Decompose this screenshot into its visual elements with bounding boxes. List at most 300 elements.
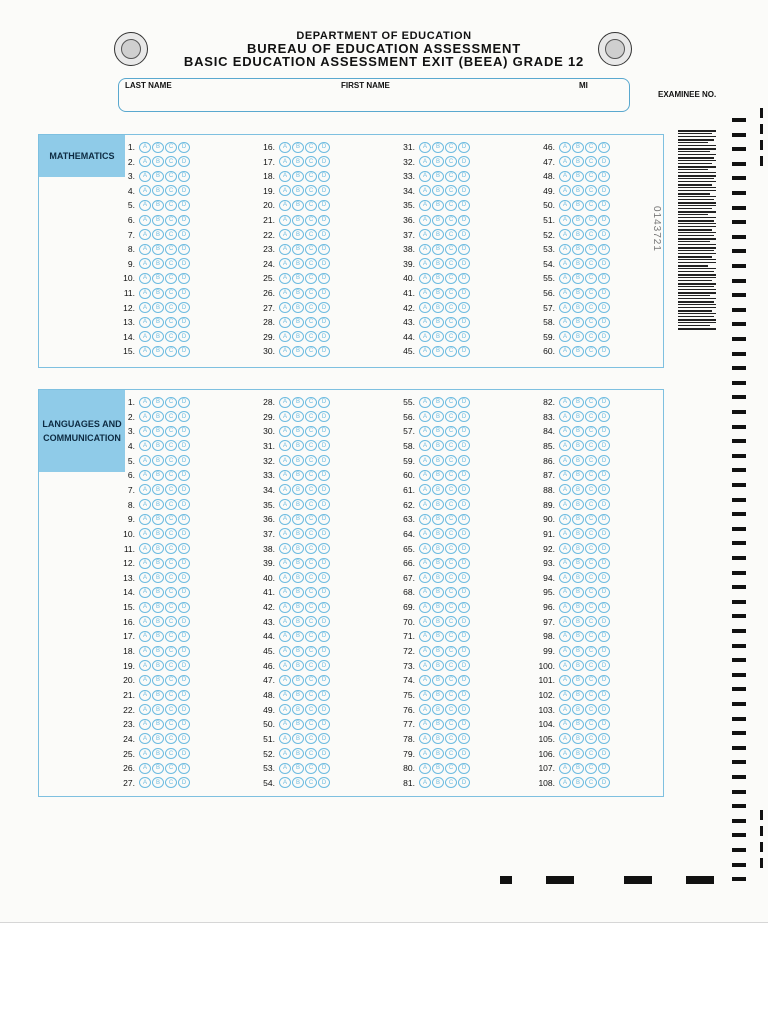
answer-bubble-a[interactable]: A — [279, 572, 291, 583]
answer-bubble-b[interactable]: B — [152, 777, 164, 788]
answer-bubble-a[interactable]: A — [279, 346, 291, 357]
answer-bubble-c[interactable]: C — [165, 397, 177, 408]
answer-bubble-d[interactable]: D — [178, 499, 190, 510]
answer-bubble-a[interactable]: A — [139, 660, 151, 671]
answer-bubble-c[interactable]: C — [585, 558, 597, 569]
answer-bubble-a[interactable]: A — [139, 171, 151, 182]
answer-bubble-b[interactable]: B — [432, 142, 444, 153]
answer-bubble-a[interactable]: A — [419, 229, 431, 240]
answer-bubble-a[interactable]: A — [279, 470, 291, 481]
answer-bubble-a[interactable]: A — [139, 302, 151, 313]
answer-bubble-c[interactable]: C — [165, 646, 177, 657]
answer-bubble-b[interactable]: B — [152, 346, 164, 357]
answer-bubble-d[interactable]: D — [598, 616, 610, 627]
answer-bubble-c[interactable]: C — [165, 631, 177, 642]
answer-bubble-d[interactable]: D — [178, 317, 190, 328]
name-field-box[interactable] — [118, 78, 630, 112]
answer-bubble-d[interactable]: D — [318, 572, 330, 583]
answer-bubble-a[interactable]: A — [419, 171, 431, 182]
answer-bubble-d[interactable]: D — [458, 244, 470, 255]
answer-bubble-c[interactable]: C — [305, 411, 317, 422]
answer-bubble-b[interactable]: B — [432, 616, 444, 627]
answer-bubble-b[interactable]: B — [152, 528, 164, 539]
answer-bubble-d[interactable]: D — [178, 572, 190, 583]
answer-bubble-b[interactable]: B — [432, 244, 444, 255]
answer-bubble-b[interactable]: B — [572, 302, 584, 313]
answer-bubble-c[interactable]: C — [305, 346, 317, 357]
answer-bubble-d[interactable]: D — [598, 331, 610, 342]
answer-bubble-d[interactable]: D — [178, 215, 190, 226]
answer-bubble-b[interactable]: B — [432, 587, 444, 598]
answer-bubble-c[interactable]: C — [445, 426, 457, 437]
answer-bubble-d[interactable]: D — [318, 558, 330, 569]
answer-bubble-b[interactable]: B — [432, 411, 444, 422]
answer-bubble-a[interactable]: A — [559, 411, 571, 422]
answer-bubble-c[interactable]: C — [445, 602, 457, 613]
answer-bubble-c[interactable]: C — [165, 660, 177, 671]
answer-bubble-c[interactable]: C — [305, 200, 317, 211]
answer-bubble-b[interactable]: B — [572, 411, 584, 422]
answer-bubble-c[interactable]: C — [585, 733, 597, 744]
answer-bubble-a[interactable]: A — [559, 273, 571, 284]
answer-bubble-c[interactable]: C — [585, 185, 597, 196]
answer-bubble-c[interactable]: C — [165, 587, 177, 598]
answer-bubble-d[interactable]: D — [458, 602, 470, 613]
answer-bubble-a[interactable]: A — [559, 484, 571, 495]
answer-bubble-b[interactable]: B — [432, 484, 444, 495]
answer-bubble-b[interactable]: B — [152, 543, 164, 554]
answer-bubble-c[interactable]: C — [445, 346, 457, 357]
answer-bubble-d[interactable]: D — [318, 646, 330, 657]
answer-bubble-c[interactable]: C — [445, 302, 457, 313]
answer-bubble-b[interactable]: B — [432, 763, 444, 774]
answer-bubble-d[interactable]: D — [318, 470, 330, 481]
answer-bubble-a[interactable]: A — [419, 558, 431, 569]
answer-bubble-b[interactable]: B — [572, 528, 584, 539]
answer-bubble-d[interactable]: D — [458, 142, 470, 153]
answer-bubble-b[interactable]: B — [292, 171, 304, 182]
answer-bubble-b[interactable]: B — [292, 302, 304, 313]
answer-bubble-d[interactable]: D — [458, 777, 470, 788]
answer-bubble-a[interactable]: A — [559, 631, 571, 642]
answer-bubble-b[interactable]: B — [292, 156, 304, 167]
answer-bubble-c[interactable]: C — [445, 156, 457, 167]
answer-bubble-c[interactable]: C — [165, 156, 177, 167]
answer-bubble-b[interactable]: B — [432, 317, 444, 328]
answer-bubble-d[interactable]: D — [458, 229, 470, 240]
answer-bubble-d[interactable]: D — [598, 748, 610, 759]
answer-bubble-c[interactable]: C — [305, 543, 317, 554]
answer-bubble-c[interactable]: C — [305, 215, 317, 226]
answer-bubble-b[interactable]: B — [152, 171, 164, 182]
answer-bubble-c[interactable]: C — [445, 244, 457, 255]
answer-bubble-a[interactable]: A — [139, 426, 151, 437]
answer-bubble-b[interactable]: B — [572, 426, 584, 437]
answer-bubble-a[interactable]: A — [279, 631, 291, 642]
answer-bubble-b[interactable]: B — [292, 499, 304, 510]
answer-bubble-d[interactable]: D — [598, 397, 610, 408]
answer-bubble-b[interactable]: B — [152, 704, 164, 715]
answer-bubble-c[interactable]: C — [445, 484, 457, 495]
answer-bubble-a[interactable]: A — [279, 777, 291, 788]
answer-bubble-c[interactable]: C — [305, 528, 317, 539]
answer-bubble-a[interactable]: A — [419, 602, 431, 613]
answer-bubble-a[interactable]: A — [419, 156, 431, 167]
answer-bubble-b[interactable]: B — [572, 602, 584, 613]
answer-bubble-d[interactable]: D — [458, 331, 470, 342]
answer-bubble-c[interactable]: C — [445, 616, 457, 627]
answer-bubble-c[interactable]: C — [585, 171, 597, 182]
answer-bubble-c[interactable]: C — [165, 499, 177, 510]
answer-bubble-d[interactable]: D — [458, 346, 470, 357]
answer-bubble-c[interactable]: C — [305, 397, 317, 408]
answer-bubble-d[interactable]: D — [178, 200, 190, 211]
answer-bubble-c[interactable]: C — [445, 690, 457, 701]
answer-bubble-d[interactable]: D — [178, 302, 190, 313]
answer-bubble-d[interactable]: D — [318, 229, 330, 240]
answer-bubble-d[interactable]: D — [318, 397, 330, 408]
answer-bubble-c[interactable]: C — [445, 185, 457, 196]
answer-bubble-d[interactable]: D — [598, 258, 610, 269]
answer-bubble-c[interactable]: C — [165, 215, 177, 226]
answer-bubble-d[interactable]: D — [458, 470, 470, 481]
answer-bubble-b[interactable]: B — [152, 572, 164, 583]
answer-bubble-a[interactable]: A — [559, 440, 571, 451]
answer-bubble-a[interactable]: A — [279, 704, 291, 715]
answer-bubble-d[interactable]: D — [458, 426, 470, 437]
answer-bubble-b[interactable]: B — [572, 690, 584, 701]
answer-bubble-c[interactable]: C — [445, 142, 457, 153]
answer-bubble-a[interactable]: A — [139, 215, 151, 226]
answer-bubble-d[interactable]: D — [178, 719, 190, 730]
answer-bubble-a[interactable]: A — [139, 528, 151, 539]
answer-bubble-a[interactable]: A — [419, 646, 431, 657]
answer-bubble-c[interactable]: C — [445, 719, 457, 730]
answer-bubble-c[interactable]: C — [165, 616, 177, 627]
answer-bubble-d[interactable]: D — [178, 631, 190, 642]
answer-bubble-b[interactable]: B — [292, 514, 304, 525]
answer-bubble-c[interactable]: C — [585, 288, 597, 299]
answer-bubble-a[interactable]: A — [279, 331, 291, 342]
answer-bubble-b[interactable]: B — [572, 704, 584, 715]
answer-bubble-a[interactable]: A — [279, 244, 291, 255]
answer-bubble-d[interactable]: D — [178, 426, 190, 437]
answer-bubble-d[interactable]: D — [318, 426, 330, 437]
answer-bubble-d[interactable]: D — [458, 719, 470, 730]
answer-bubble-a[interactable]: A — [559, 331, 571, 342]
answer-bubble-b[interactable]: B — [572, 440, 584, 451]
answer-bubble-b[interactable]: B — [432, 200, 444, 211]
answer-bubble-c[interactable]: C — [305, 258, 317, 269]
answer-bubble-c[interactable]: C — [305, 558, 317, 569]
answer-bubble-c[interactable]: C — [165, 229, 177, 240]
answer-bubble-d[interactable]: D — [178, 288, 190, 299]
answer-bubble-c[interactable]: C — [305, 748, 317, 759]
answer-bubble-d[interactable]: D — [318, 258, 330, 269]
answer-bubble-a[interactable]: A — [559, 258, 571, 269]
answer-bubble-c[interactable]: C — [305, 514, 317, 525]
answer-bubble-c[interactable]: C — [165, 484, 177, 495]
answer-bubble-c[interactable]: C — [585, 616, 597, 627]
answer-bubble-b[interactable]: B — [432, 258, 444, 269]
answer-bubble-c[interactable]: C — [585, 514, 597, 525]
answer-bubble-a[interactable]: A — [559, 215, 571, 226]
answer-bubble-d[interactable]: D — [318, 317, 330, 328]
answer-bubble-a[interactable]: A — [419, 675, 431, 686]
answer-bubble-b[interactable]: B — [292, 426, 304, 437]
answer-bubble-d[interactable]: D — [458, 440, 470, 451]
answer-bubble-b[interactable]: B — [572, 514, 584, 525]
answer-bubble-a[interactable]: A — [139, 470, 151, 481]
answer-bubble-b[interactable]: B — [432, 426, 444, 437]
answer-bubble-c[interactable]: C — [585, 317, 597, 328]
answer-bubble-a[interactable]: A — [419, 514, 431, 525]
answer-bubble-b[interactable]: B — [432, 499, 444, 510]
answer-bubble-d[interactable]: D — [178, 777, 190, 788]
answer-bubble-b[interactable]: B — [432, 215, 444, 226]
answer-bubble-d[interactable]: D — [458, 763, 470, 774]
answer-bubble-d[interactable]: D — [458, 528, 470, 539]
answer-bubble-d[interactable]: D — [318, 288, 330, 299]
answer-bubble-a[interactable]: A — [139, 675, 151, 686]
answer-bubble-a[interactable]: A — [419, 273, 431, 284]
answer-bubble-b[interactable]: B — [292, 317, 304, 328]
answer-bubble-b[interactable]: B — [152, 514, 164, 525]
answer-bubble-c[interactable]: C — [585, 763, 597, 774]
answer-bubble-b[interactable]: B — [432, 470, 444, 481]
answer-bubble-a[interactable]: A — [559, 156, 571, 167]
answer-bubble-d[interactable]: D — [598, 244, 610, 255]
answer-bubble-d[interactable]: D — [318, 156, 330, 167]
answer-bubble-a[interactable]: A — [419, 733, 431, 744]
answer-bubble-c[interactable]: C — [305, 572, 317, 583]
answer-bubble-c[interactable]: C — [445, 317, 457, 328]
answer-bubble-a[interactable]: A — [559, 719, 571, 730]
answer-bubble-b[interactable]: B — [292, 719, 304, 730]
answer-bubble-c[interactable]: C — [585, 719, 597, 730]
answer-bubble-d[interactable]: D — [318, 455, 330, 466]
answer-bubble-a[interactable]: A — [279, 156, 291, 167]
answer-bubble-b[interactable]: B — [432, 675, 444, 686]
answer-bubble-c[interactable]: C — [165, 748, 177, 759]
answer-bubble-a[interactable]: A — [279, 675, 291, 686]
answer-bubble-b[interactable]: B — [572, 397, 584, 408]
answer-bubble-a[interactable]: A — [279, 258, 291, 269]
answer-bubble-d[interactable]: D — [178, 331, 190, 342]
answer-bubble-a[interactable]: A — [279, 514, 291, 525]
answer-bubble-b[interactable]: B — [292, 288, 304, 299]
answer-bubble-d[interactable]: D — [598, 646, 610, 657]
answer-bubble-b[interactable]: B — [292, 528, 304, 539]
answer-bubble-c[interactable]: C — [305, 777, 317, 788]
answer-bubble-b[interactable]: B — [572, 660, 584, 671]
answer-bubble-b[interactable]: B — [152, 244, 164, 255]
answer-bubble-b[interactable]: B — [292, 704, 304, 715]
answer-bubble-c[interactable]: C — [165, 719, 177, 730]
answer-bubble-d[interactable]: D — [458, 660, 470, 671]
answer-bubble-a[interactable]: A — [139, 288, 151, 299]
answer-bubble-d[interactable]: D — [458, 258, 470, 269]
answer-bubble-d[interactable]: D — [458, 543, 470, 554]
answer-bubble-a[interactable]: A — [419, 660, 431, 671]
answer-bubble-b[interactable]: B — [152, 273, 164, 284]
answer-bubble-a[interactable]: A — [419, 631, 431, 642]
answer-bubble-a[interactable]: A — [559, 185, 571, 196]
answer-bubble-c[interactable]: C — [585, 528, 597, 539]
answer-bubble-a[interactable]: A — [139, 156, 151, 167]
answer-bubble-c[interactable]: C — [585, 426, 597, 437]
answer-bubble-d[interactable]: D — [598, 346, 610, 357]
answer-bubble-b[interactable]: B — [152, 733, 164, 744]
answer-bubble-d[interactable]: D — [318, 499, 330, 510]
answer-bubble-b[interactable]: B — [152, 142, 164, 153]
answer-bubble-c[interactable]: C — [585, 675, 597, 686]
answer-bubble-d[interactable]: D — [318, 185, 330, 196]
answer-bubble-b[interactable]: B — [292, 748, 304, 759]
answer-bubble-c[interactable]: C — [585, 690, 597, 701]
answer-bubble-c[interactable]: C — [305, 142, 317, 153]
answer-bubble-a[interactable]: A — [419, 704, 431, 715]
answer-bubble-b[interactable]: B — [152, 302, 164, 313]
answer-bubble-d[interactable]: D — [318, 302, 330, 313]
answer-bubble-b[interactable]: B — [292, 440, 304, 451]
answer-bubble-b[interactable]: B — [152, 763, 164, 774]
answer-bubble-c[interactable]: C — [165, 675, 177, 686]
answer-bubble-c[interactable]: C — [305, 317, 317, 328]
answer-bubble-b[interactable]: B — [572, 646, 584, 657]
answer-bubble-a[interactable]: A — [419, 288, 431, 299]
answer-bubble-b[interactable]: B — [152, 288, 164, 299]
answer-bubble-c[interactable]: C — [585, 646, 597, 657]
answer-bubble-a[interactable]: A — [559, 558, 571, 569]
answer-bubble-c[interactable]: C — [585, 631, 597, 642]
answer-bubble-d[interactable]: D — [318, 411, 330, 422]
answer-bubble-d[interactable]: D — [458, 690, 470, 701]
answer-bubble-b[interactable]: B — [432, 171, 444, 182]
answer-bubble-b[interactable]: B — [432, 543, 444, 554]
answer-bubble-c[interactable]: C — [445, 631, 457, 642]
answer-bubble-d[interactable]: D — [598, 719, 610, 730]
answer-bubble-b[interactable]: B — [152, 440, 164, 451]
answer-bubble-a[interactable]: A — [419, 215, 431, 226]
answer-bubble-c[interactable]: C — [445, 499, 457, 510]
answer-bubble-a[interactable]: A — [139, 631, 151, 642]
answer-bubble-a[interactable]: A — [559, 646, 571, 657]
answer-bubble-b[interactable]: B — [572, 200, 584, 211]
answer-bubble-a[interactable]: A — [559, 704, 571, 715]
answer-bubble-b[interactable]: B — [292, 587, 304, 598]
answer-bubble-a[interactable]: A — [559, 346, 571, 357]
answer-bubble-c[interactable]: C — [445, 273, 457, 284]
answer-bubble-d[interactable]: D — [458, 646, 470, 657]
answer-bubble-b[interactable]: B — [292, 543, 304, 554]
answer-bubble-a[interactable]: A — [559, 499, 571, 510]
answer-bubble-b[interactable]: B — [572, 733, 584, 744]
answer-bubble-c[interactable]: C — [445, 171, 457, 182]
answer-bubble-b[interactable]: B — [572, 748, 584, 759]
answer-bubble-d[interactable]: D — [458, 616, 470, 627]
answer-bubble-d[interactable]: D — [318, 660, 330, 671]
answer-bubble-d[interactable]: D — [598, 156, 610, 167]
answer-bubble-a[interactable]: A — [279, 558, 291, 569]
answer-bubble-d[interactable]: D — [458, 302, 470, 313]
answer-bubble-b[interactable]: B — [432, 331, 444, 342]
answer-bubble-c[interactable]: C — [445, 646, 457, 657]
answer-bubble-a[interactable]: A — [139, 733, 151, 744]
answer-bubble-a[interactable]: A — [139, 543, 151, 554]
answer-bubble-c[interactable]: C — [305, 273, 317, 284]
answer-bubble-d[interactable]: D — [598, 514, 610, 525]
answer-bubble-d[interactable]: D — [178, 528, 190, 539]
answer-bubble-c[interactable]: C — [445, 470, 457, 481]
answer-bubble-b[interactable]: B — [292, 616, 304, 627]
answer-bubble-a[interactable]: A — [419, 587, 431, 598]
answer-bubble-d[interactable]: D — [318, 543, 330, 554]
answer-bubble-c[interactable]: C — [445, 397, 457, 408]
answer-bubble-a[interactable]: A — [559, 317, 571, 328]
answer-bubble-d[interactable]: D — [178, 397, 190, 408]
answer-bubble-a[interactable]: A — [139, 346, 151, 357]
answer-bubble-d[interactable]: D — [598, 426, 610, 437]
answer-bubble-c[interactable]: C — [585, 273, 597, 284]
answer-bubble-b[interactable]: B — [572, 142, 584, 153]
answer-bubble-d[interactable]: D — [458, 484, 470, 495]
answer-bubble-b[interactable]: B — [292, 229, 304, 240]
answer-bubble-a[interactable]: A — [559, 528, 571, 539]
answer-bubble-d[interactable]: D — [598, 499, 610, 510]
answer-bubble-d[interactable]: D — [598, 142, 610, 153]
answer-bubble-c[interactable]: C — [165, 602, 177, 613]
answer-bubble-b[interactable]: B — [292, 631, 304, 642]
answer-bubble-c[interactable]: C — [165, 704, 177, 715]
answer-bubble-d[interactable]: D — [178, 470, 190, 481]
answer-bubble-b[interactable]: B — [152, 411, 164, 422]
answer-bubble-c[interactable]: C — [445, 229, 457, 240]
answer-bubble-a[interactable]: A — [559, 777, 571, 788]
answer-bubble-a[interactable]: A — [559, 470, 571, 481]
answer-bubble-b[interactable]: B — [432, 302, 444, 313]
answer-bubble-d[interactable]: D — [598, 528, 610, 539]
answer-bubble-a[interactable]: A — [279, 142, 291, 153]
answer-bubble-b[interactable]: B — [152, 200, 164, 211]
answer-bubble-b[interactable]: B — [572, 675, 584, 686]
answer-bubble-c[interactable]: C — [305, 229, 317, 240]
answer-bubble-d[interactable]: D — [318, 346, 330, 357]
answer-bubble-a[interactable]: A — [419, 258, 431, 269]
answer-bubble-a[interactable]: A — [279, 587, 291, 598]
answer-bubble-d[interactable]: D — [598, 302, 610, 313]
answer-bubble-c[interactable]: C — [165, 440, 177, 451]
answer-bubble-c[interactable]: C — [165, 331, 177, 342]
answer-bubble-b[interactable]: B — [152, 156, 164, 167]
answer-bubble-c[interactable]: C — [305, 484, 317, 495]
answer-bubble-b[interactable]: B — [292, 273, 304, 284]
answer-bubble-b[interactable]: B — [432, 455, 444, 466]
answer-bubble-b[interactable]: B — [292, 470, 304, 481]
answer-bubble-d[interactable]: D — [598, 602, 610, 613]
answer-bubble-d[interactable]: D — [178, 748, 190, 759]
answer-bubble-a[interactable]: A — [419, 470, 431, 481]
answer-bubble-d[interactable]: D — [178, 185, 190, 196]
answer-bubble-b[interactable]: B — [432, 704, 444, 715]
answer-bubble-a[interactable]: A — [559, 302, 571, 313]
answer-bubble-d[interactable]: D — [318, 215, 330, 226]
answer-bubble-b[interactable]: B — [152, 675, 164, 686]
answer-bubble-c[interactable]: C — [305, 440, 317, 451]
answer-bubble-a[interactable]: A — [419, 185, 431, 196]
answer-bubble-b[interactable]: B — [572, 499, 584, 510]
answer-bubble-d[interactable]: D — [178, 156, 190, 167]
